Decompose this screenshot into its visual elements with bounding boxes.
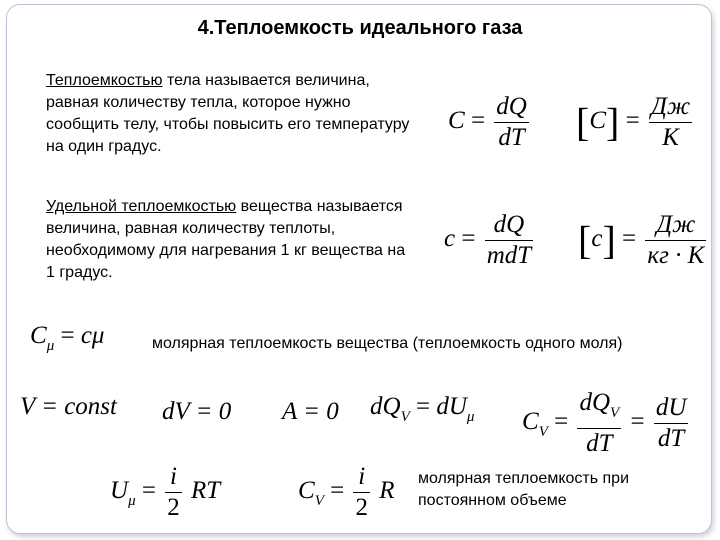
symbol: dU [436,393,467,420]
fraction [494,92,529,153]
symbol: c [444,225,456,253]
symbol: c [591,225,603,253]
symbol: dQ [370,393,401,420]
symbol: cμ [80,322,105,349]
symbol: dT [586,430,613,457]
symbol: = [330,477,345,505]
symbol: V [610,405,620,421]
symbol: C [448,107,465,135]
symbol: Дж [650,93,691,120]
term-heat-capacity: Теплоемкостью [46,72,163,89]
fraction [165,462,182,523]
fraction [353,462,370,523]
symbol: Дж [656,211,696,238]
symbol: U [110,477,129,505]
symbol: = [630,408,645,436]
fraction [649,92,692,153]
symbol: кг · К [647,242,705,269]
formula-cv-ideal [298,462,395,523]
definition-text: вещества называется величина, равная количеству теплоты, необходимому для нагревания 1 кг вещества на 1 градус. [46,198,406,281]
formula-dqv-du [370,393,474,426]
formula-heat-capacity [448,92,532,153]
formula-v-const: V = const [20,393,117,420]
symbol: C [30,322,47,349]
symbol: μ [128,493,136,510]
fraction [654,393,689,454]
formula-internal-energy [110,462,220,523]
symbol: = [554,408,569,436]
symbol: = [625,107,640,135]
symbol: = [470,107,486,135]
symbol: V [538,424,548,441]
symbol: μ [46,338,55,354]
symbol: dQ [496,93,527,120]
formula-cv [522,388,691,459]
symbol: i [169,463,177,490]
slide-title: 4.Теплоемкость идеального газа [197,17,523,39]
symbol: dQ [579,389,611,416]
symbol: dQ [493,211,525,238]
fraction [577,388,621,459]
symbol: = [415,393,431,420]
symbol: V [314,493,324,510]
molar-const-volume-note: молярная теплоемкость при постоянном объеме [418,470,629,509]
symbol: = [141,477,156,505]
symbol: C [298,477,315,505]
formula-heat-capacity-units: [C] = $\frac{Дж}{К}$ [576,93,691,151]
symbol: V [400,409,410,425]
definition-text: тела называется величина, равная количеству тепла, которое нужно сообщить телу, чтобы повысить его температуру на один градус. [46,72,410,155]
symbol: К [662,124,679,151]
symbol: C [522,408,539,436]
symbol: mdT [486,242,532,269]
formula-molar-heat [30,322,104,355]
formula-specific-heat-units: [c] = $\frac{Дж}{кг \cdot К}$ [578,211,705,269]
symbol: = [461,225,476,253]
symbol: μ [466,409,475,425]
symbol: i [358,463,366,490]
symbol: 2 [167,494,180,521]
fraction [485,210,533,271]
symbol: = [60,322,75,349]
formula-specific-heat [444,210,536,271]
fraction [645,210,706,271]
symbol: dT [498,124,525,151]
symbol: = [622,225,637,253]
symbol: dU [655,394,687,421]
symbol: R [379,477,395,505]
specific-heat-definition [46,196,406,284]
symbol: RT [190,477,221,505]
symbol: C [589,107,607,135]
symbol: dT [657,425,685,452]
formula-a-zero: A = 0 [282,398,339,425]
formula-dv-zero: dV = 0 [162,398,232,425]
molar-heat-note: молярная теплоемкость вещества (теплоемкость одного моля) [152,335,623,352]
heat-capacity-definition [46,70,416,158]
symbol: 2 [355,494,368,521]
term-specific-heat: Удельной теплоемкостью [46,198,237,215]
